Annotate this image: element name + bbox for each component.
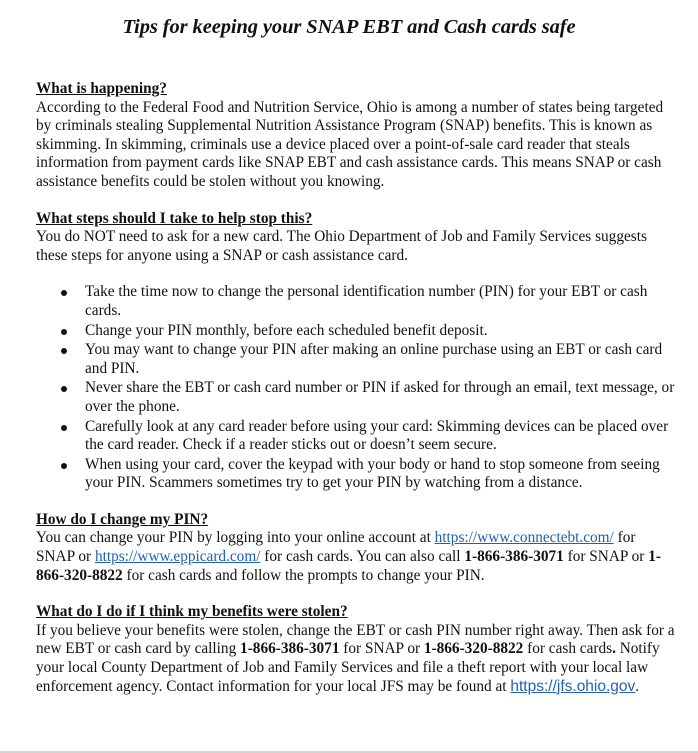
list-item	[36, 379, 676, 416]
section-what-steps	[36, 210, 676, 493]
bullet-icon	[61, 386, 67, 392]
section-heading: What is happening?	[36, 80, 167, 97]
bullet-icon	[61, 463, 67, 469]
list-item	[36, 456, 676, 493]
bullet-icon	[61, 348, 67, 354]
section-paragraph	[36, 529, 676, 585]
list-item-text: Take the time now to change the personal identification number (PIN) for your EBT or cash cards.	[85, 283, 648, 319]
text-run: for SNAP or	[339, 640, 424, 658]
jfs-ohio-link[interactable]: https://jfs.ohio.gov	[510, 677, 636, 695]
list-item-text: Carefully look at any card reader before using your card: Skimming devices can be placed over the card reader. Check if a reader sticks out or doesn’t seem secure.	[85, 417, 669, 454]
snap-phone-number: 1-866-386-3071	[464, 548, 564, 566]
text-run: for cash cards. You can also call	[260, 548, 465, 566]
section-benefits-stolen	[36, 603, 676, 696]
section-paragraph	[36, 622, 676, 696]
section-heading: What do I do if I think my benefits were stolen?	[36, 603, 348, 621]
steps-bullet-list	[36, 283, 676, 493]
cash-phone-number: 1-866-320-8822	[423, 640, 524, 658]
bullet-icon	[61, 290, 67, 296]
text-run: for SNAP or	[36, 529, 636, 566]
section-paragraph: According to the Federal Food and Nutrition Service, Ohio is among a number of states being targeted by criminals stealing Supplemental Nutrition Assistance Program (SNAP) benefits. This is known as skimming. In skimming, criminals use a device placed over a point-of-sale card reader that steals information from payment cards like SNAP EBT and cash assistance cards. This means SNAP or cash assistance benefits could be stolen without you knowing.	[36, 98, 664, 190]
connectebt-link[interactable]: https://www.connectebt.com/	[434, 529, 614, 547]
list-item-text: Never share the EBT or cash card number or PIN if asked for through an email, text message, or over the phone.	[85, 379, 675, 415]
text-run: for cash cards	[523, 640, 613, 658]
section-what-is-happening	[36, 80, 676, 192]
text-run: for cash cards and follow the prompts to change your PIN.	[122, 566, 485, 584]
section-paragraph: You do NOT need to ask for a new card. The Ohio Department of Job and Family Services suggests these steps for anyone using a SNAP or cash assistance card.	[36, 228, 647, 264]
snap-phone-number: 1-866-386-3071	[240, 640, 340, 658]
list-item	[36, 322, 676, 341]
list-item-text: Change your PIN monthly, before each scheduled benefit deposit.	[85, 321, 488, 339]
text-run: If you believe your benefits were stolen, change the EBT or cash PIN number right away. Then ask for a new EBT or cash card by calling	[36, 621, 675, 658]
section-heading: What steps should I take to help stop this?	[36, 209, 313, 227]
list-item	[36, 418, 676, 455]
eppicard-link[interactable]: https://www.eppicard.com/	[94, 548, 261, 566]
bullet-icon	[61, 425, 67, 431]
section-heading: How do I change my PIN?	[36, 510, 209, 528]
text-run: .	[635, 677, 640, 695]
text-run: You can change your PIN by logging into your online account at	[36, 529, 435, 547]
text-run-bold: .	[612, 640, 616, 658]
bullet-icon	[61, 329, 67, 335]
text-run: Notify your local County Department of Job and Family Services and file a theft report with your local law enforcement agency. Contact information for your local JFS may be found at	[36, 640, 660, 695]
text-run: for SNAP or	[563, 548, 649, 566]
list-item	[36, 283, 676, 320]
list-item-text: You may want to change your PIN after making an online purchase using an EBT or cash card and PIN.	[85, 341, 663, 377]
section-change-pin	[36, 511, 676, 585]
list-item-text: When using your card, cover the keypad with your body or hand to stop someone from seeing your PIN. Scammers sometimes try to get your PIN by watching from a distance.	[85, 455, 660, 492]
document-title: Tips for keeping your SNAP EBT and Cash cards safe	[122, 16, 576, 38]
document-body	[36, 80, 676, 714]
list-item	[36, 341, 676, 378]
cash-phone-number: 1-866-320-8822	[36, 548, 661, 584]
